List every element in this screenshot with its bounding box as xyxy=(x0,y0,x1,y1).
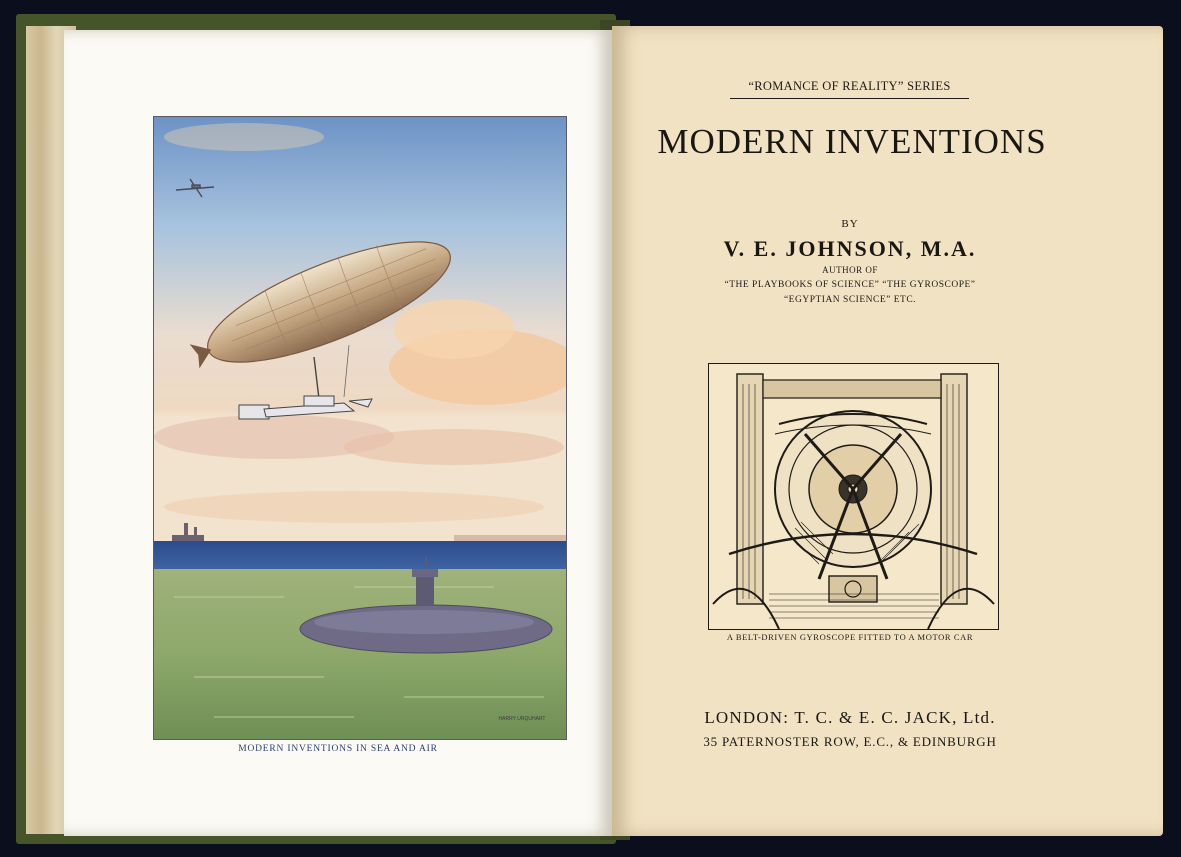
series-name: “ROMANCE OF REALITY” SERIES xyxy=(730,79,969,99)
right-page xyxy=(612,26,1163,836)
plate-caption: MODERN INVENTIONS IN SEA AND AIR xyxy=(238,744,438,754)
gyroscope-drawing xyxy=(709,364,998,629)
left-page xyxy=(64,30,612,836)
author-works-line-2: “EGYPTIAN SCIENCE” ETC. xyxy=(783,295,917,305)
gyroscope-engraving xyxy=(708,363,999,630)
painter-signature: HARRY URQUHART xyxy=(498,716,546,722)
publisher-line-2: 35 PATERNOSTER ROW, E.C., & EDINBURGH xyxy=(703,734,997,749)
engraving-caption: A BELT-DRIVEN GYROSCOPE FITTED TO A MOTOR CAR xyxy=(726,632,974,642)
by-line: BY xyxy=(841,218,859,230)
frontispiece-illustration xyxy=(153,116,567,740)
author-name: V. E. JOHNSON, M.A. xyxy=(723,236,977,261)
author-works-line-1: “THE PLAYBOOKS OF SCIENCE” “THE GYROSCOPE” xyxy=(724,280,976,290)
publisher-line-1: LONDON: T. C. & E. C. JACK, Ltd. xyxy=(704,708,996,727)
book-title: MODERN INVENTIONS xyxy=(657,122,1047,161)
author-of-label: AUTHOR OF xyxy=(822,265,878,275)
airship-submarine-painting xyxy=(154,117,566,739)
